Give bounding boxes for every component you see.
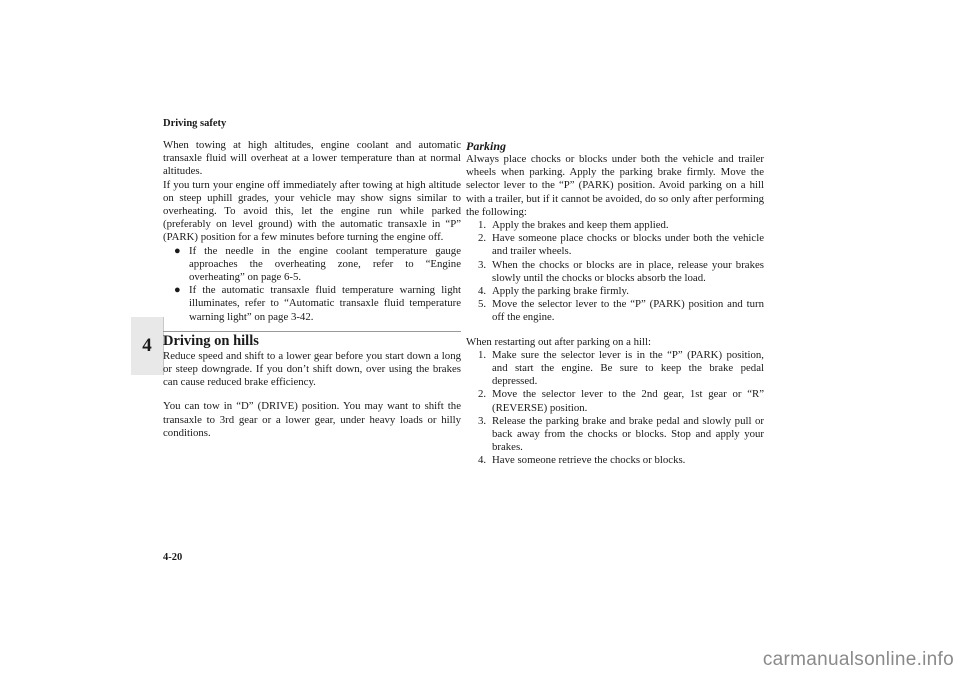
right-column xyxy=(466,139,764,468)
bullet-text: If the needle in the engine coolant temperature gauge approaches the overheating zone, refer to “Engine overheating” on page 6-5. xyxy=(189,244,461,284)
restart-steps-list xyxy=(466,349,764,468)
overheat-bullet-list xyxy=(163,245,461,324)
bullet-item xyxy=(163,284,461,324)
bullet-dot-icon: ● xyxy=(174,284,181,297)
list-item xyxy=(466,259,764,285)
subsection-heading-parking: Parking xyxy=(466,139,507,153)
list-item xyxy=(466,454,764,467)
chapter-tab: 4 xyxy=(131,317,164,375)
downgrade-paragraph: Reduce speed and shift to a lower gear before you start down a long or steep downgrade. If you don’t shift down, over using the brakes can cause reduced brake efficiency. xyxy=(163,349,461,389)
step-text: Move the selector lever to the “P” (PARK) position and turn off the engine. xyxy=(492,298,764,324)
left-column xyxy=(163,139,461,440)
bullet-dot-icon: ● xyxy=(174,244,181,257)
parking-intro-paragraph: Always place chocks or blocks under both the vehicle and trailer wheels when parking. Apply the parking brake firmly. Move the selector lever to the “P” (PARK) position. Avoid parking on a hill with a trailer, but if it cannot be avoided, do so only after performing the following: xyxy=(466,153,764,218)
step-text: Have someone retrieve the chocks or blocks. xyxy=(492,454,686,467)
list-item xyxy=(466,298,764,324)
step-text: When the chocks or blocks are in place, release your brakes slowly until the chocks or blocks absorb the load. xyxy=(492,258,764,284)
step-text: Move the selector lever to the 2nd gear, 1st gear or “R” (REVERSE) position. xyxy=(492,388,764,414)
running-header: Driving safety xyxy=(163,118,227,129)
bullet-item xyxy=(163,245,461,285)
step-number: 4. xyxy=(478,454,487,467)
engine-off-paragraph: If you turn your engine off immediately after towing at high altitude on steep uphill grades, your vehicle may show signs similar to overheating. To avoid this, let the engine run while parked (preferably on level ground) with the automatic transaxle in “P” (PARK) position for a few minutes before turning the engine off. xyxy=(163,178,461,244)
step-number: 2. xyxy=(478,232,487,245)
drive-position-paragraph: You can tow in “D” (DRIVE) position. You may want to shift the transaxle to 3rd gear or a lower gear, under heavy loads or hilly conditions. xyxy=(163,400,461,439)
step-text: Have someone place chocks or blocks under both the vehicle and trailer wheels. xyxy=(492,232,764,258)
step-text: Make sure the selector lever is in the “P” (PARK) position, and start the engine. Be sure to keep the brake pedal depressed. xyxy=(492,348,764,388)
restart-intro-paragraph: When restarting out after parking on a hill: xyxy=(466,335,651,348)
step-text: Apply the parking brake firmly. xyxy=(492,285,629,298)
step-number: 4. xyxy=(478,285,487,298)
step-number: 1. xyxy=(478,348,487,361)
list-item xyxy=(466,232,764,258)
list-item xyxy=(466,415,764,455)
step-number: 2. xyxy=(478,388,487,401)
list-item xyxy=(466,285,764,298)
step-number: 5. xyxy=(478,298,487,311)
towing-altitude-paragraph: When towing at high altitudes, engine coolant and automatic transaxle fluid will overheat at a lower temperature than at normal altitudes. xyxy=(163,139,461,178)
step-number: 3. xyxy=(478,414,487,427)
section-heading-driving-on-hills: Driving on hills xyxy=(163,331,461,350)
step-text: Release the parking brake and brake pedal and slowly pull or back away from the chocks or blocks. Stop and apply your brakes. xyxy=(492,414,764,454)
list-item xyxy=(466,219,764,232)
list-item xyxy=(466,388,764,414)
site-watermark: carmanualsonline.info xyxy=(762,649,954,670)
step-text: Apply the brakes and keep them applied. xyxy=(492,219,669,232)
step-number: 3. xyxy=(478,258,487,271)
bullet-text: If the automatic transaxle fluid temperature warning light illuminates, refer to “Automatic transaxle fluid temperature warning light” on page 3-42. xyxy=(189,284,461,323)
parking-steps-list xyxy=(466,219,764,325)
step-number: 1. xyxy=(478,219,487,232)
list-item xyxy=(466,349,764,389)
page-number: 4-20 xyxy=(163,552,183,563)
